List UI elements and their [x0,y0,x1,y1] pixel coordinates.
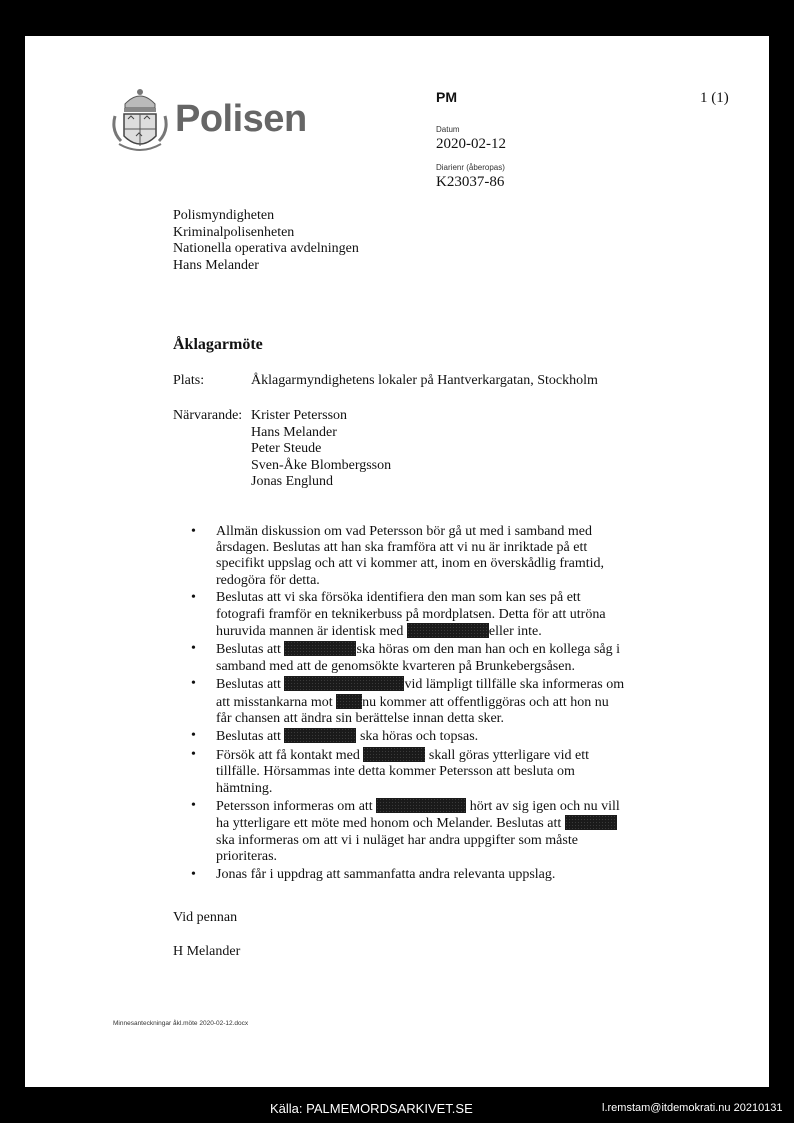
item-text: Beslutas att [216,729,285,745]
attendee: Krister Petersson [251,408,348,423]
sender-line: Polismyndigheten [173,208,275,223]
sender-line: Nationella operativa avdelningen [173,241,359,256]
item-text: Petersson informeras om att [216,799,377,815]
redaction-block [565,815,617,830]
attendee: Jonas Englund [251,474,334,490]
attendees-list [251,408,391,491]
item-text: ska informeras om att vi i nuläget har andra uppgifter som måste prioriteras. [216,832,578,864]
item-text: Jonas får i uppdrag att sammanfatta andra relevanta uppslag. [216,866,556,882]
place-value: Åklagarmyndighetens lokaler på Hantverkargatan, Stockholm [251,373,598,388]
item-text: nu kommer att offentliggöras och att hon nu får chansen att ändra sin berättelse innan detta sker. [216,694,609,726]
list-item [191,747,627,797]
item-text: Allmän diskussion om vad Petersson bör gå ut med i samband med årsdagen. Beslutas att han ska framföra att vi nu är inriktade på ett specifikt uppslag och att vi kommer att, inom en överskådlig framtid, redogöra för detta. [216,524,605,588]
document-page [25,36,769,1087]
signature-caption: Vid pennan [173,910,238,925]
attendee: Peter Steude [251,441,322,457]
date-label: Datum [436,125,460,134]
attendee: Hans Melander [251,424,337,440]
source-credit: Källa: PALMEMORDSARKIVET.SE [270,1101,473,1116]
file-reference: Minnesanteckningar åkl.möte 2020-02-12.docx [113,1020,249,1027]
list-item [191,641,627,674]
list-item [191,867,627,883]
place-label: Plats: [173,373,205,388]
author-credit: l.remstam@itdemokrati.nu 20210131 [602,1102,783,1114]
attendee: Sven-Åke Blombergsson [251,457,392,473]
decision-list [191,524,627,884]
redaction-block [284,676,404,691]
item-text: Försök att få kontakt med [216,748,364,764]
meeting-title: Åklagarmöte [173,336,263,353]
logo-wordmark: Polisen [175,98,307,140]
doc-type: PM [436,89,457,105]
signature-name: H Melander [173,944,241,959]
list-item [191,798,627,865]
diary-value: K23037-86 [436,174,505,190]
item-text: Beslutas att [216,677,285,693]
sender-line: Kriminalpolisenheten [173,224,295,240]
redaction-block [376,798,466,813]
redaction-block [407,623,489,638]
item-text: ska höras om den man han och en kollega såg i samband med att de genomsökte kvarteren på Brunkebergsåsen. [216,642,621,674]
redaction-block [363,747,425,762]
redaction-block [336,694,362,709]
list-item [191,590,627,640]
sender-line: Hans Melander [173,257,259,273]
item-text: ska höras och topsas. [356,729,479,745]
diary-label: Diarienr (åberopas) [436,163,505,172]
attendees-label: Närvarande: [173,408,243,423]
list-item [191,524,627,589]
item-text: skall göras ytterligare vid ett tillfälle. Hörsammas inte detta kommer Petersson att besluta om hämtning. [216,748,590,796]
redaction-block [284,641,356,656]
item-text: Beslutas att vi ska försöka identifiera den man som kan ses på ett fotografi framför en teknikerbuss på mordplatsen. Detta för att utröna huruvida mannen är identisk med [216,590,606,639]
page-number: 1 (1) [700,90,729,106]
item-text: eller inte. [488,623,542,639]
item-text: vid lämpligt tillfälle ska informeras om att misstankarna mot [216,677,625,710]
item-text: Beslutas att [216,642,285,658]
item-text: hört av sig igen och nu vill ha ytterligare ett möte med honom och Melander. Beslutas att [216,799,620,832]
list-item [191,728,627,745]
polisen-logo [111,86,311,156]
redaction-block [284,728,356,743]
sender-block [173,208,359,274]
list-item [191,676,627,727]
date-value: 2020-02-12 [436,136,506,152]
police-crest-icon [111,86,169,156]
